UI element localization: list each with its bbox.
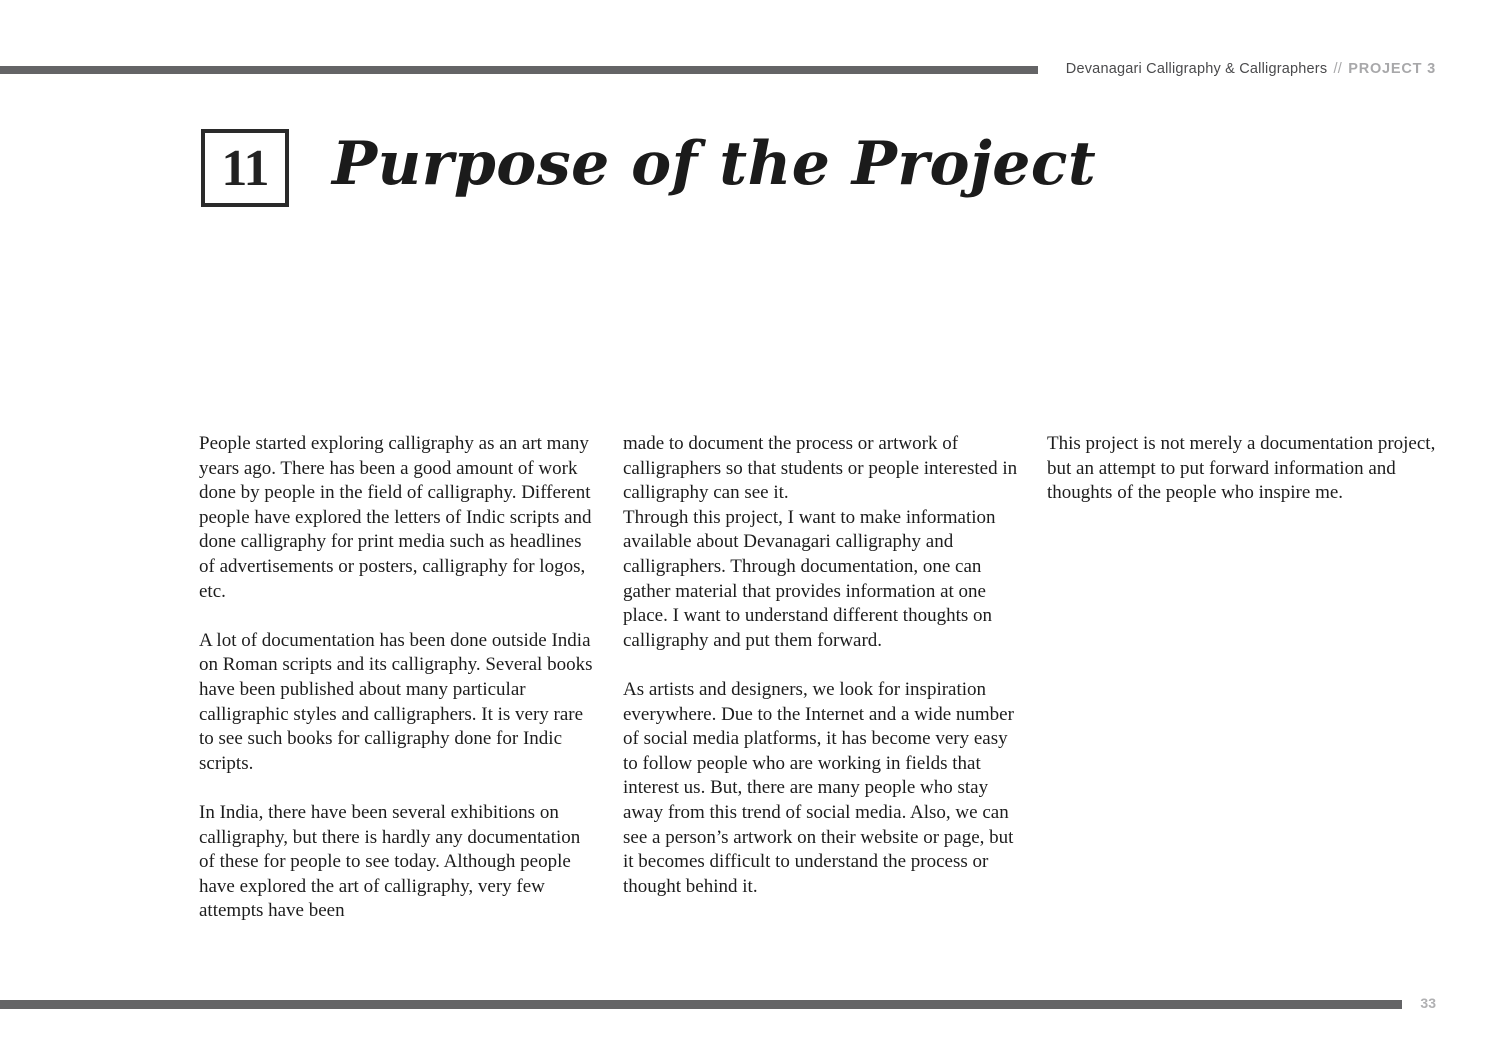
section-number: 11 — [221, 139, 269, 197]
text-column-1 — [199, 432, 594, 948]
paragraph: This project is not merely a documentation project, but an attempt to put forward information and thoughts of the people who inspire me. — [1047, 433, 1436, 504]
paragraph: Through this project, I want to make information available about Devanagari calligraphy and calligraphers. Through documentation, one can gather material that provides information at one place. I want to understand different thoughts on calligraphy and put them forward. — [623, 506, 996, 651]
running-head — [1066, 61, 1436, 77]
paragraph: People started exploring calligraphy as an art many years ago. There has been a good amount of work done by people in the field of calligraphy. Different people have explored the letters of Indic scripts and done calligraphy for print media such as headlines of advertisements or posters, calligraphy for logos, etc. — [199, 433, 592, 602]
text-column-3 — [1047, 432, 1437, 530]
paragraph: In India, there have been several exhibitions on calligraphy, but there is hardly any documentation of these for people to see today. Although people have explored the art of calligraphy, very few attempts have been — [199, 801, 581, 922]
paragraph: made to document the process or artwork of calligraphers so that students or people interested in calligraphy can see it. — [623, 433, 1018, 504]
header-separator: // — [1333, 61, 1342, 77]
section-number-box — [201, 129, 289, 207]
footer-rule — [0, 1000, 1402, 1009]
paragraph: As artists and designers, we look for inspiration everywhere. Due to the Internet and a wide number of social media platforms, it has become very easy to follow people who are working in fields that interest us. But, there are many people who stay away from this trend of social media. Also, we can see a person’s artwork on their website or page, but it becomes difficult to understand the process or thought behind it. — [623, 678, 1014, 897]
project-label: PROJECT 3 — [1348, 61, 1436, 77]
section-title: Purpose of the Project — [332, 129, 1097, 199]
text-column-2 — [623, 432, 1023, 924]
page-number: 33 — [1420, 995, 1436, 1011]
paragraph: A lot of documentation has been done outside India on Roman scripts and its calligraphy. Several books have been published about many particular calligraphic styles and calligraphers. It is very rare to see such books for calligraphy done for Indic scripts. — [199, 629, 593, 774]
book-title: Devanagari Calligraphy & Calligraphers — [1065, 61, 1328, 77]
header-rule — [0, 66, 1038, 74]
